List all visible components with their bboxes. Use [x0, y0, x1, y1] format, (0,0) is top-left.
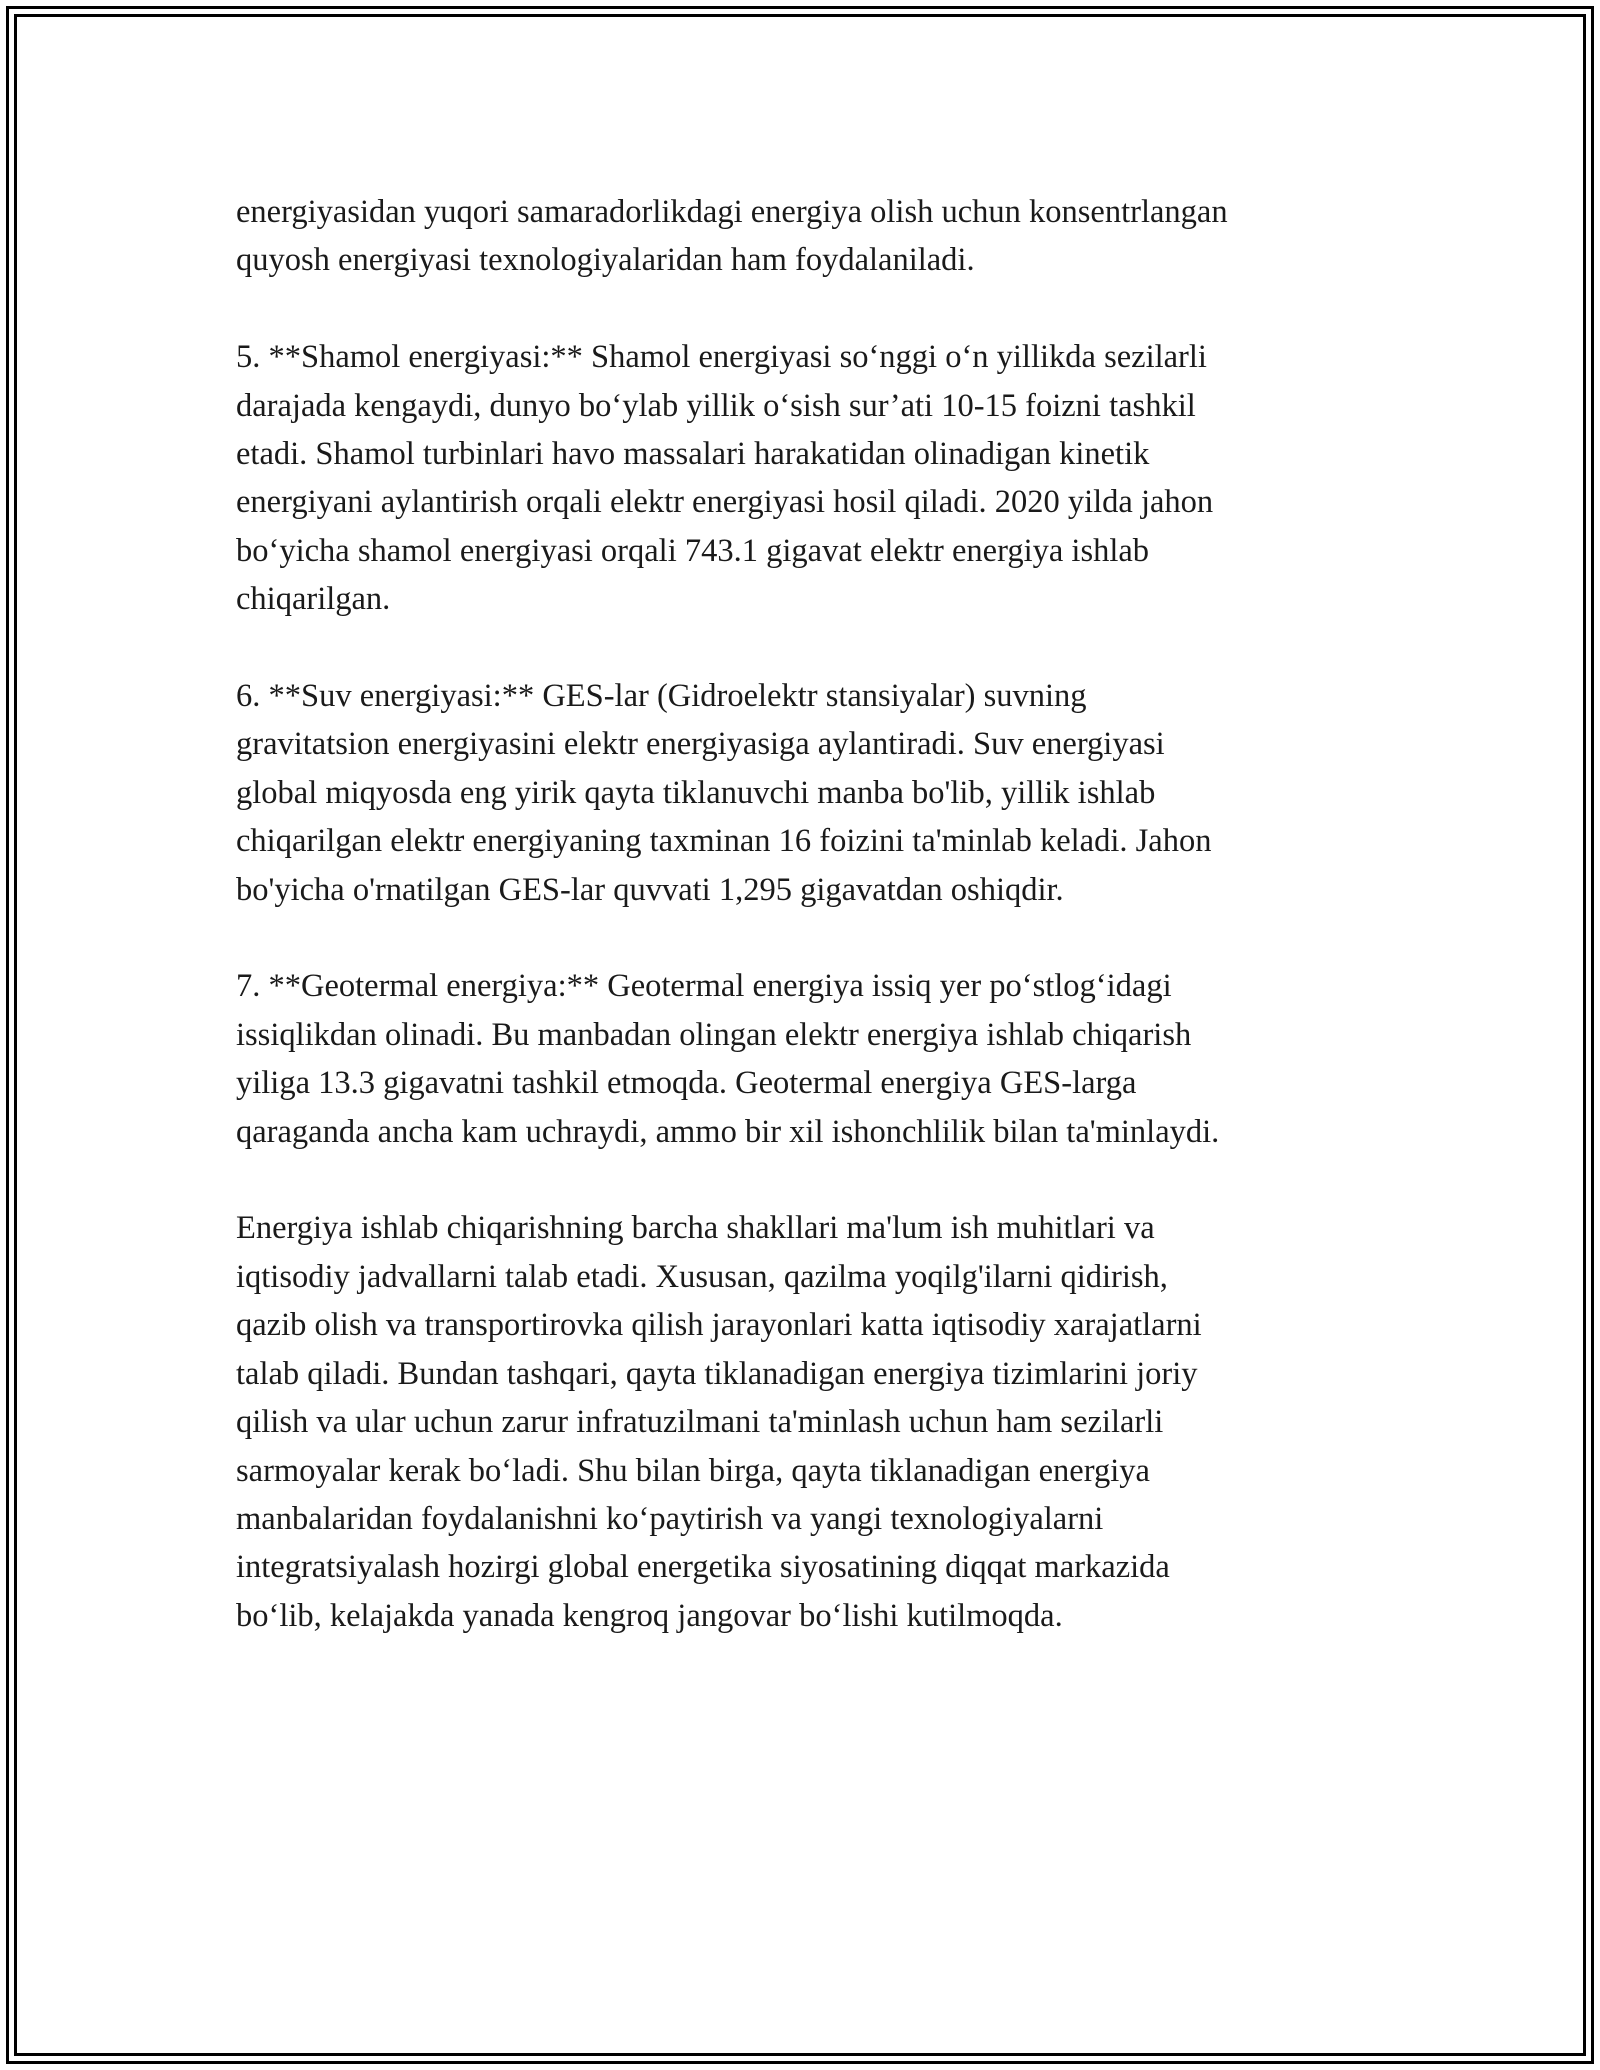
paragraph-wind-energy: 5. **Shamol energiyasi:** Shamol energiyasi so‘nggi o‘n yillikda sezilarli darajada kengaydi, dunyo bo‘ylab yillik o‘sish sur’ati 10-15 foizni tashkil etadi. Shamol turbinlari havo massalari harakatidan olinadigan kinetik energiyani aylantirish orqali elektr energiyasi hosil qiladi. 2020 yilda jahon bo‘yicha shamol energiyasi orqali 743.1 gigavat elektr energiya ishlab chiqarilgan.: [236, 339, 1214, 618]
paragraph-geothermal-energy: 7. **Geotermal energiya:** Geotermal energiya issiq yer po‘stlog‘idagi issiqlikdan olinadi. Bu manbadan olingan elektr energiya ishlab chiqarish yiliga 13.3 gigavatni tashkil etmoqda. Geotermal energiya GES-larga qaraganda ancha kam uchraydi, ammo bir xil ishonchlilik bilan ta'minlaydi.: [236, 968, 1220, 1150]
paragraph-conclusion: Energiya ishlab chiqarishning barcha shakllari ma'lum ish muhitlari va iqtisodiy jadvallarni talab etadi. Xususan, qazilma yoqilg'ilarni qidirish, qazib olish va transportirovka qilish jarayonlari katta iqtisodiy xarajatlarni talab qiladi. Bundan tashqari, qayta tiklanadigan energiya tizimlarini joriy qilish va ular uchun zarur infratuzilmani ta'minlash uchun ham sezilarli sarmoyalar kerak bo‘ladi. Shu bilan birga, qayta tiklanadigan energiya manbalaridan foydalanishni ko‘paytirish va yangi texnologiyalarni integratsiyalash hozirgi global energetika siyosatining diqqat markazida bo‘lib, kelajakda yanada kengroq jangovar bo‘lishi kutilmoqda.: [236, 1210, 1202, 1634]
paragraph-hydro-energy: 6. **Suv energiyasi:** GES-lar (Gidroelektr stansiyalar) suvning gravitatsion energiyasini elektr energiyasiga aylantiradi. Suv energiyasi global miqyosda eng yirik qayta tiklanuvchi manba bo'lib, yillik ishlab chiqarilgan elektr energiyaning taxminan 16 foizini ta'minlab keladi. Jahon bo'yicha o'rnatilgan GES-lar quvvati 1,295 gigavatdan oshiqdir.: [236, 678, 1212, 908]
document-body: [236, 188, 1386, 1689]
paragraph-solar-continuation: energiyasidan yuqori samaradorlikdagi energiya olish uchun konsentrlangan quyosh energiyasi texnologiyalaridan ham foydalaniladi.: [236, 194, 1228, 279]
